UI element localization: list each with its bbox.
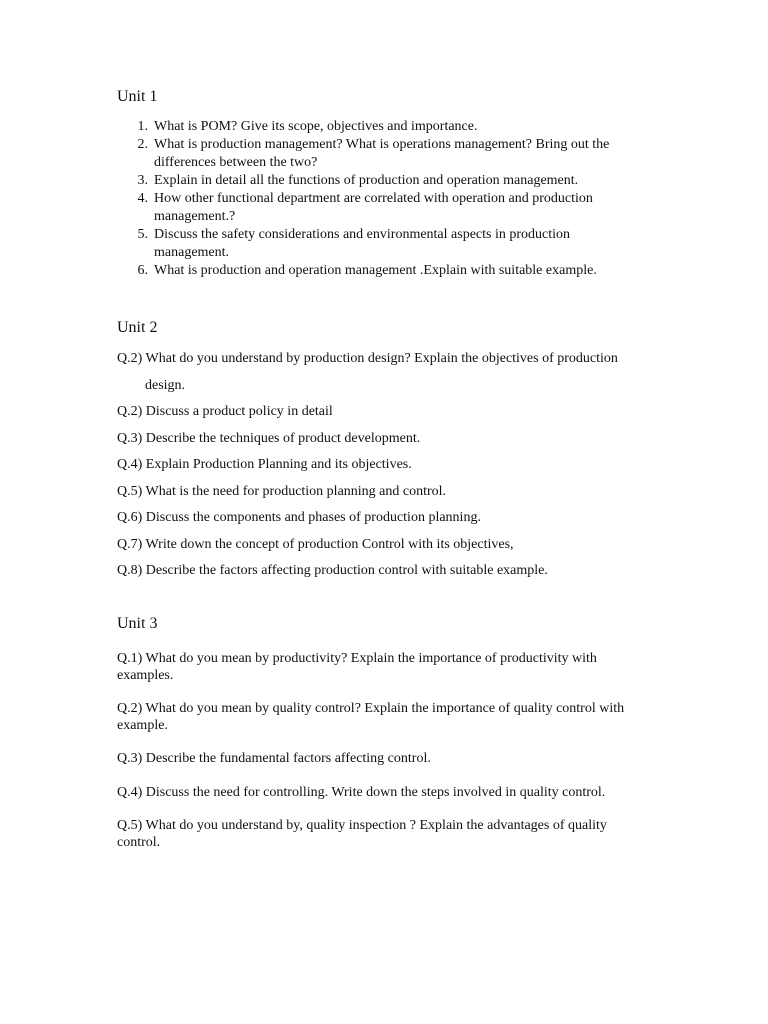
list-item [0,118,624,136]
list-item: Q.2) Discuss a product policy in detail [117,404,333,419]
item-text: What is production management? What is operations management? Bring out the differences between the two? [154,137,610,170]
list-item [0,190,624,226]
unit-3-heading: Unit 3 [117,615,158,632]
unit-2-heading: Unit 2 [117,319,158,336]
item-number: 1. [137,119,148,134]
list-item [0,226,624,262]
item-text: How other functional department are correlated with operation and production management.? [154,191,593,224]
list-item: Q.2) What do you understand by production design? Explain the objectives of production design. [117,351,618,393]
item-number: 2. [137,137,148,152]
item-text: Discuss the safety considerations and environmental aspects in production management. [154,227,571,260]
list-item: Q.3) Describe the techniques of product development. [117,430,421,446]
list-item: Q.3) Describe the fundamental factors affecting control. [117,751,431,766]
list-item: Q.1) What do you mean by productivity? Explain the importance of productivity with examples. [117,651,597,683]
list-item: Q.2) What do you mean by quality control? Explain the importance of quality control with example. [117,701,625,733]
item-text: What is POM? Give its scope, objectives and importance. [154,119,478,134]
unit-3-question-list [0,651,768,868]
list-item: Q.5) What is the need for production planning and control. [117,483,447,499]
list-item: Q.8) Describe the factors affecting production control with suitable example. [117,563,548,578]
list-item: Q.4) Discuss the need for controlling. Write down the steps involved in quality control. [117,784,606,800]
list-item [0,136,624,172]
item-number: 5. [137,227,148,242]
list-item: Q.5) What do you understand by, quality inspection ? Explain the advantages of quality control. [117,818,607,850]
item-text: What is production and operation management .Explain with suitable example. [154,263,597,278]
unit-1-question-list [0,118,768,280]
item-text: Explain in detail all the functions of production and operation management. [154,173,579,188]
list-item [0,262,624,280]
unit-2-question-list [0,346,768,585]
list-item: Q.7) Write down the concept of production Control with its objectives, [117,536,514,552]
list-item: Q.4) Explain Production Planning and its objectives. [117,457,412,472]
item-number: 3. [137,173,148,188]
list-item [0,172,624,190]
list-item: Q.6) Discuss the components and phases of production planning. [117,510,481,525]
item-number: 6. [137,263,148,278]
unit-1-heading: Unit 1 [117,88,158,105]
item-number: 4. [137,191,148,206]
